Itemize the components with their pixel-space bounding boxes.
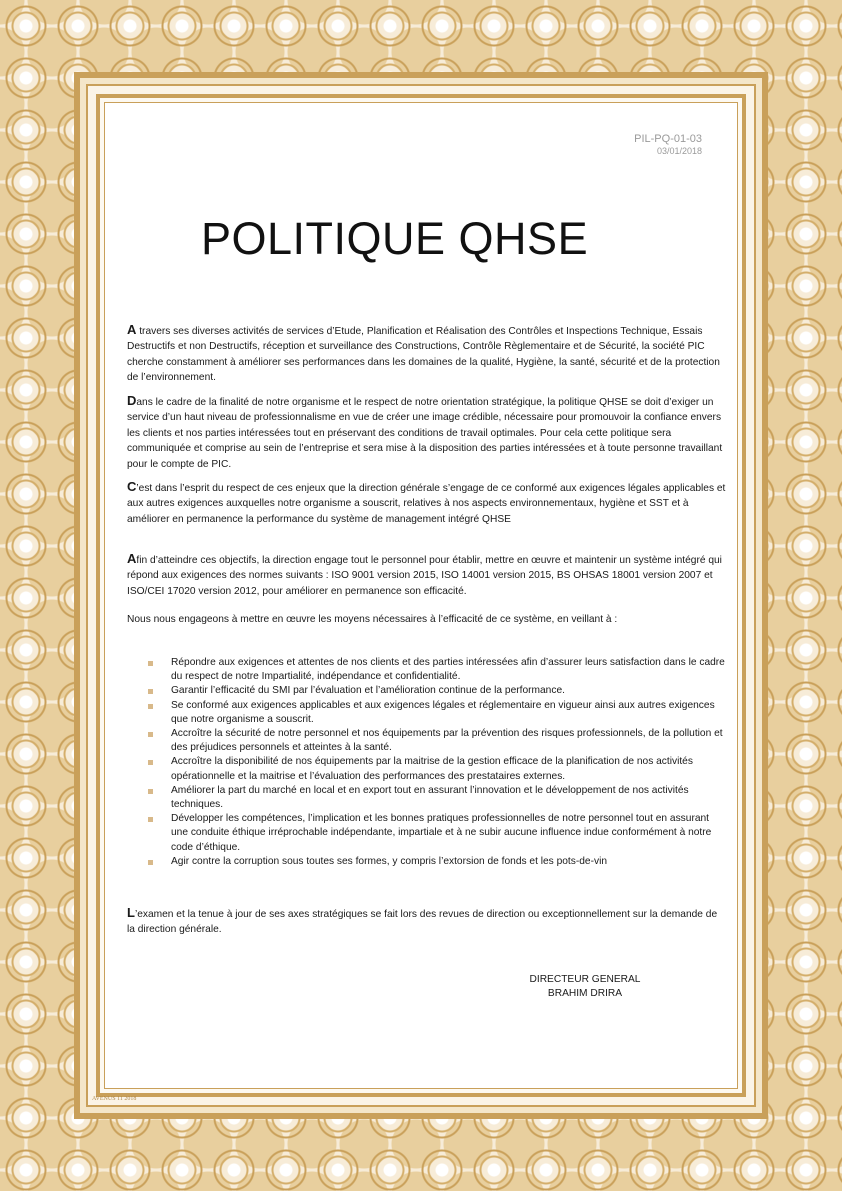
- list-item: Garantir l’efficacité du SMI par l’évaluation et l’amélioration continue de la performance.: [148, 684, 728, 698]
- list-item: Accroître la sécurité de notre personnel et nos équipements par la prévention des risques professionnels, de la pollution et des préjudices personnels et atteintes à la santé.: [148, 727, 728, 755]
- list-item: Agir contre la corruption sous toutes ses formes, y compris l’extorsion de fonds et les pots-de-vin: [148, 855, 728, 869]
- signature-role: DIRECTEUR GENERAL: [529, 974, 641, 985]
- bullet-square-icon: [148, 817, 153, 822]
- page-title: POLITIQUE QHSE: [201, 213, 589, 264]
- drop-cap: A: [127, 322, 137, 337]
- footer-mark: AVENUS 11 2018: [92, 1096, 137, 1102]
- paragraph-text: ’est dans l’esprit du respect de ces enjeux que la direction générale s’engage de ce conformé aux exigences légales applicables et aux autres exigences auxquelles notre organisme a souscrit, relatives à nos aspects environnementaux, hygiène et SST et à améliorer en permanence la performance du système de management intégré QHSE: [127, 483, 726, 525]
- paragraph-text: travers ses diverses activités de services d’Etude, Planification et Réalisation des Contrôles et Inspections Technique, Essais Destructifs et non Destructifs, réception et surveillance des Constructions, Contrôle Règlementaire et de Sécurité, la société PIC cherche constamment à améliorer ses performances dans les domaines de la qualité, Hygiène, la santé, sécurité et de la protection de l’environnement.: [127, 326, 720, 384]
- signature-block: [500, 973, 670, 1001]
- paragraph-commitment: [127, 479, 727, 527]
- bullet-square-icon: [148, 704, 153, 709]
- paragraph-closing: [127, 905, 727, 938]
- bullet-square-icon: [148, 661, 153, 666]
- bullet-square-icon: [148, 789, 153, 794]
- paragraph-intro: [127, 322, 727, 386]
- paragraph-text: ans le cadre de la finalité de notre organisme et le respect de notre orientation stratégique, la politique QHSE se doit d’exiger un service d’un haut niveau de professionnalisme en vue de créer une image crédible, nécessaire pour promouvoir la confiance envers les clients et nos parties intéressées tout en préservant des conditions de travail optimales. Pour cela cette politique sera communiquée et comprise au sein de l’entreprise et sera mise à la disposition des parties intéressées et à toute personne travaillant pour le compte de PIC.: [127, 397, 723, 470]
- list-item: Répondre aux exigences et attentes de nos clients et des parties intéressées afin d’assurer leurs satisfaction dans le cadre du respect de notre Impartialité, indépendance et confidentialité.: [148, 656, 728, 684]
- reference-date: 03/01/2018: [656, 146, 702, 157]
- list-item: Accroître la disponibilité de nos équipements par la maitrise de la gestion efficace de la planification de nos activités opérationnelle et la maitrise et l’évaluation des performances des prestataires externes.: [148, 755, 728, 783]
- reference-code: PIL-PQ-01-03: [634, 133, 702, 145]
- bullet-square-icon: [148, 732, 153, 737]
- drop-cap: D: [127, 393, 137, 408]
- drop-cap: L: [127, 905, 135, 920]
- list-item: Se conformé aux exigences applicables et aux exigences légales et réglementaire en vigueur ainsi aux autres exigences que notre organisme a souscrit.: [148, 699, 728, 727]
- list-item: Améliorer la part du marché en local et en export tout en assurant l’innovation et le développement de nos activités techniques.: [148, 784, 728, 812]
- bullet-square-icon: [148, 689, 153, 694]
- list-item: Développer les compétences, l’implication et les bonnes pratiques professionnelles de notre personnel tout en assurant une conduite éthique irréprochable indépendante, impartiale et à ne subir aucune influence indue conformément à notre code d’éthique.: [148, 812, 728, 855]
- document-reference: [634, 133, 702, 157]
- drop-cap: C: [127, 479, 137, 494]
- bullet-square-icon: [148, 760, 153, 765]
- bullet-square-icon: [148, 860, 153, 865]
- commitment-list: [148, 656, 728, 869]
- paragraph-text: ’examen et la tenue à jour de ses axes stratégiques se fait lors des revues de direction ou exceptionnellement sur la demande de la direction générale.: [127, 909, 718, 936]
- paragraph-context: [127, 393, 727, 472]
- signature-name: BRAHIM DRIRA: [547, 988, 623, 999]
- paragraph-objectives: [127, 551, 727, 599]
- paragraph-text: fin d’atteindre ces objectifs, la direction engage tout le personnel pour établir, mettre en œuvre et maintenir un système intégré qui répond aux exigences des normes suivants : ISO 9001 version 2015, ISO 14001 version 2015, BS OHSAS 18001 version 2007 et ISO/CEI 17020 version 2012, pour améliorer en permanence son efficacité.: [127, 555, 722, 597]
- drop-cap: A: [127, 551, 137, 566]
- commitment-intro: Nous nous engageons à mettre en œuvre les moyens nécessaires à l’efficacité de ce système, en veillant à :: [127, 614, 618, 625]
